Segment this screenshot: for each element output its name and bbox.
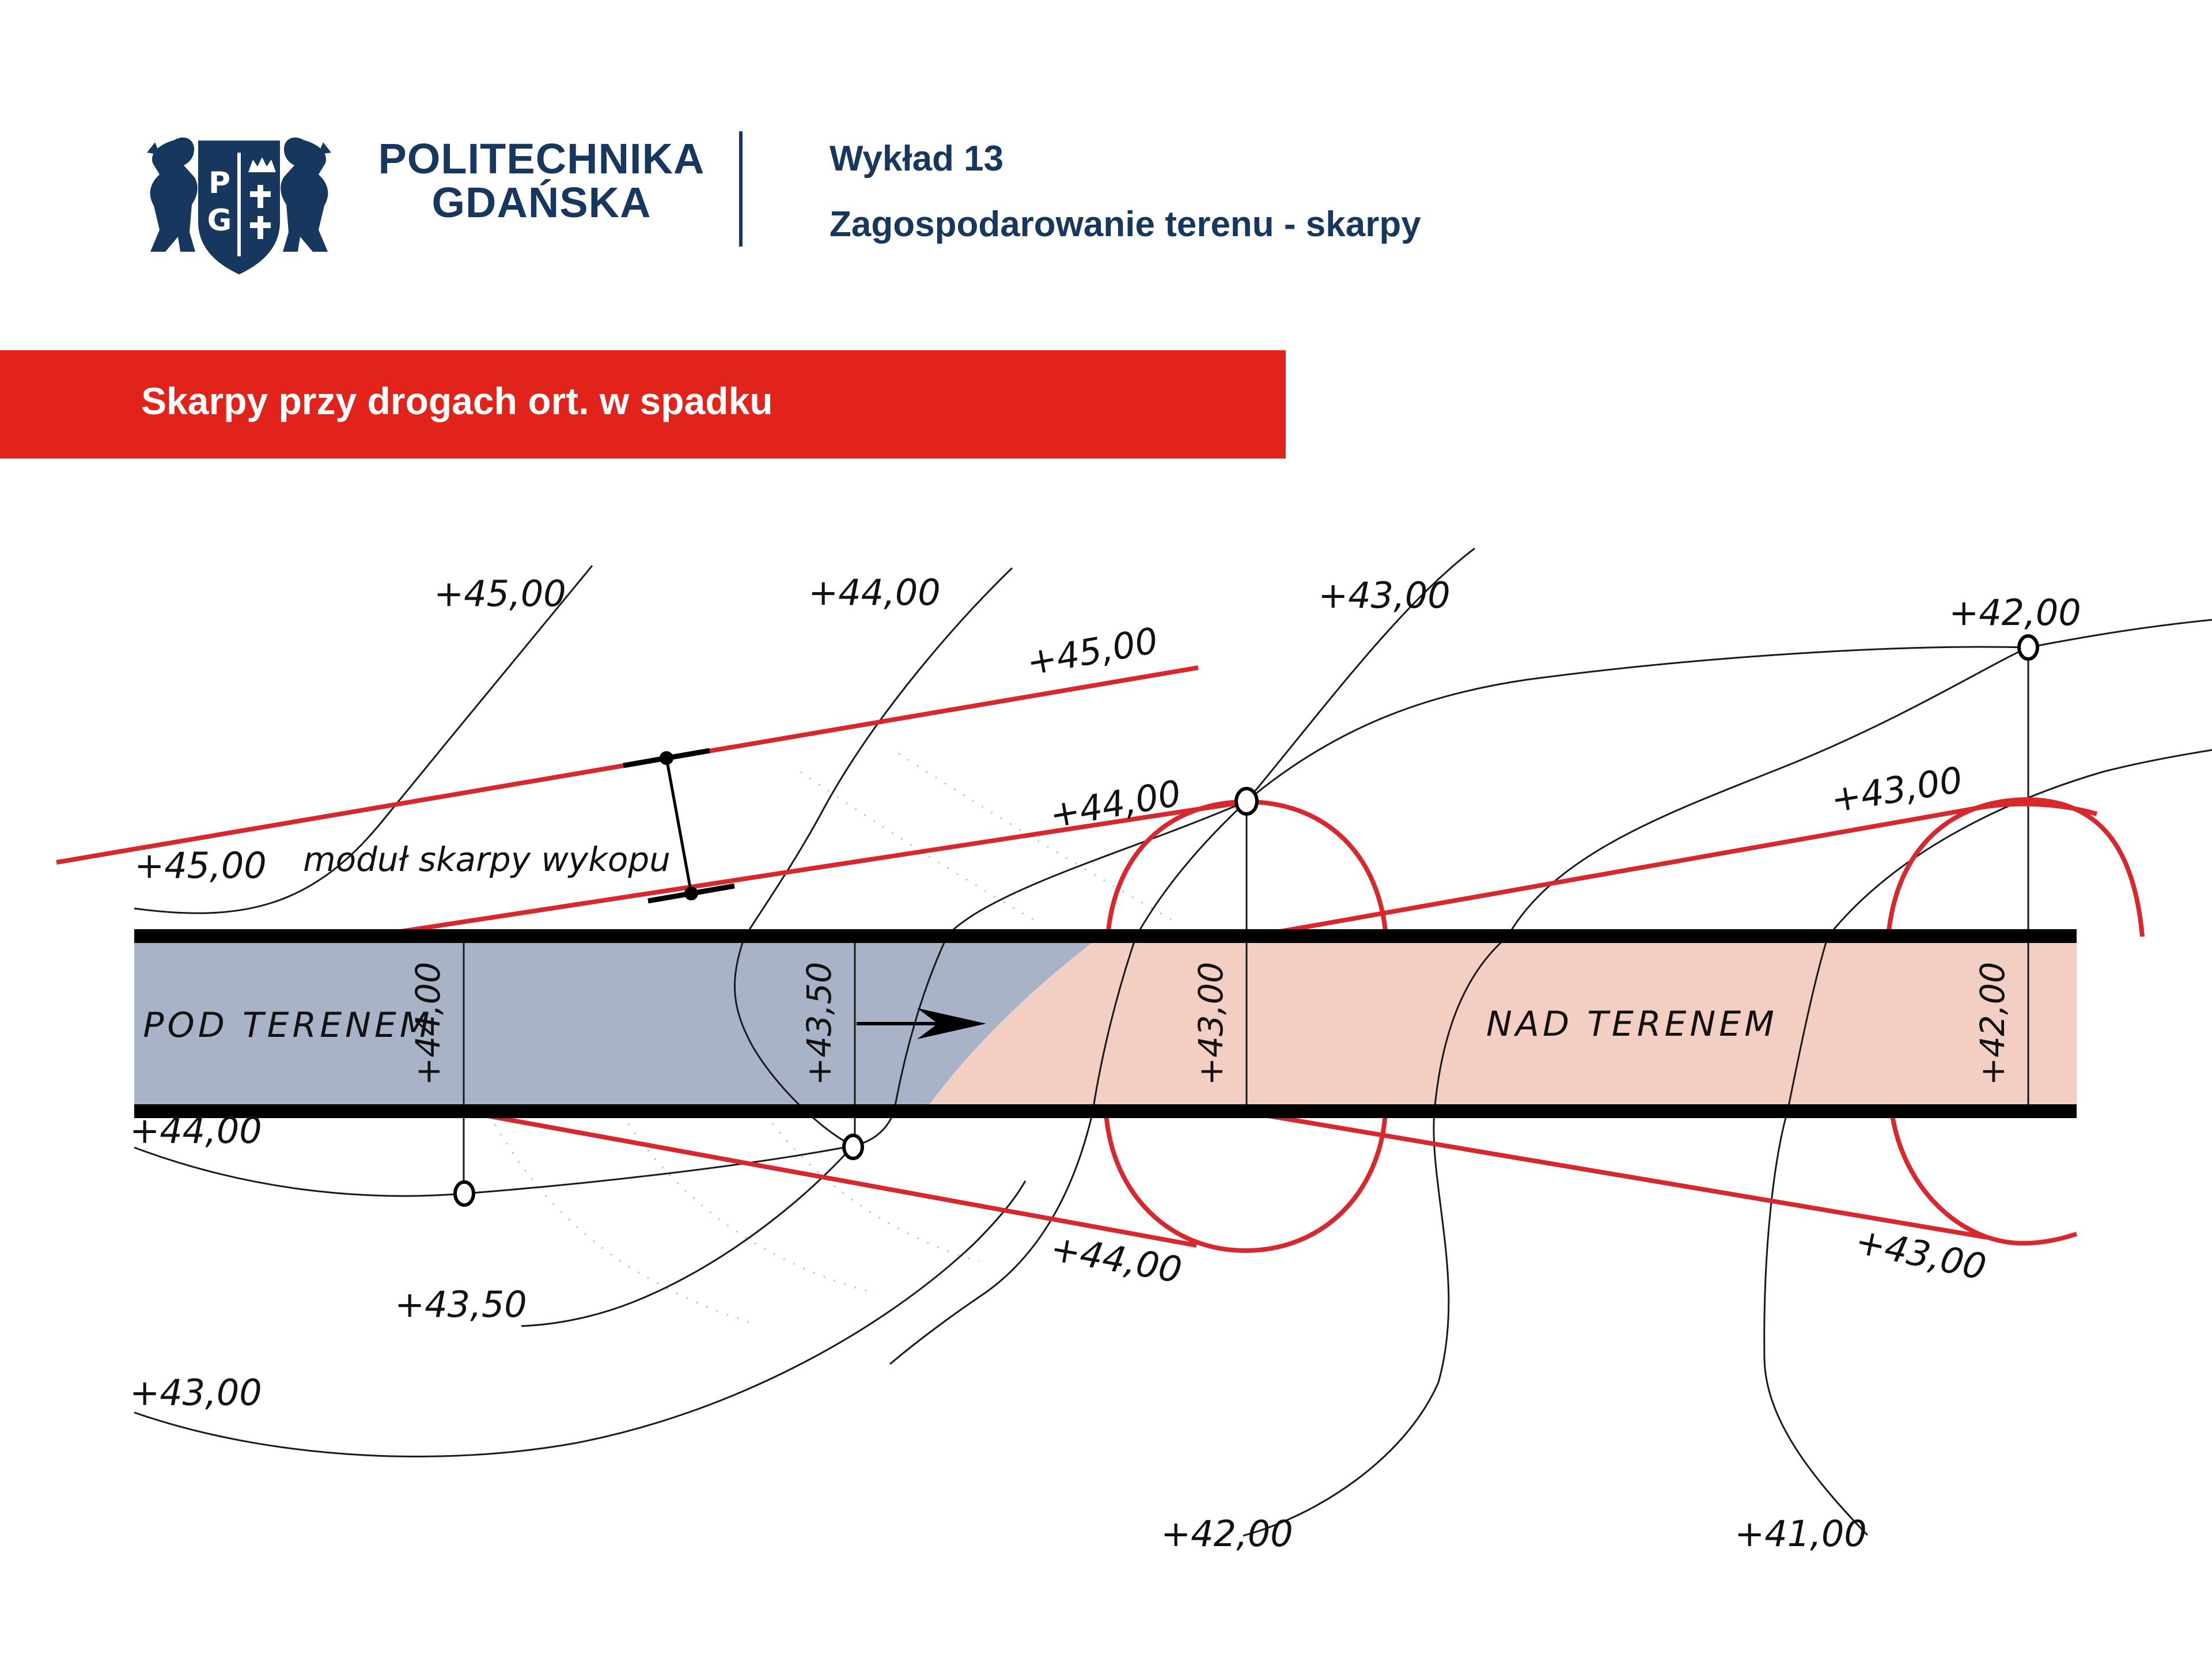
- station-label-44: +44,00: [408, 961, 448, 1086]
- label-below-44-mid: +44,00: [1047, 1226, 1185, 1291]
- label-bottom-41: +41,00: [1734, 1513, 1867, 1555]
- label-redline-43: +43,00: [1828, 758, 1965, 821]
- label-below-43-left: +43,00: [130, 1372, 262, 1414]
- brand-line-1: POLITECHNIKA: [378, 135, 705, 183]
- label-below-43-right: +43,00: [1851, 1219, 1990, 1289]
- station-label-43: +43,00: [1191, 961, 1230, 1086]
- contour-44-ground-left: [134, 1146, 853, 1196]
- contour-41-ground: [1764, 750, 2212, 1535]
- label-below-44-left: +44,00: [130, 1109, 262, 1152]
- label-top-43: +43,00: [1318, 574, 1450, 616]
- station-label-42: +42,00: [1973, 961, 2012, 1086]
- dimension-dot-lower: [684, 887, 698, 900]
- red-dome-right-upper: [1888, 800, 2142, 937]
- node-43: [1236, 789, 1257, 814]
- red-dome-left-lower: [1106, 1112, 1385, 1251]
- shield-letter-p: P: [208, 166, 231, 200]
- slide-title: Skarpy przy drogach ort. w spadku: [141, 380, 773, 422]
- node-4350: [844, 1135, 862, 1158]
- shield-letter-g: G: [207, 203, 232, 238]
- lecture-number: Wykład 13: [830, 139, 1004, 179]
- label-top-45: +45,00: [434, 573, 566, 615]
- red-dome-right-lower: [1892, 1111, 2077, 1243]
- label-module-note: moduł skarpy wykopu: [303, 840, 671, 879]
- label-zone-pod-terenem: POD TERENEM: [143, 1005, 433, 1046]
- label-redline-44: +44,00: [1046, 771, 1184, 836]
- node-44: [455, 1182, 474, 1205]
- label-zone-nad-terenem: NAD TERENEM: [1486, 1004, 1778, 1044]
- label-4350: +43,50: [395, 1283, 527, 1325]
- lecture-topic: Zagospodarowanie terenu - skarpy: [830, 204, 1421, 244]
- label-top-42: +42,00: [1949, 592, 2081, 634]
- label-redline-45: +45,00: [1023, 619, 1161, 684]
- label-bottom-42: +42,00: [1161, 1513, 1293, 1555]
- brand-line-2: GDAŃSKA: [431, 179, 652, 226]
- station-label-4350: +43,50: [800, 961, 839, 1086]
- dimension-dot-upper: [660, 751, 673, 765]
- node-42: [2019, 636, 2037, 659]
- red-line-43-lower: [1248, 1112, 1987, 1237]
- label-left-45: +45,00: [134, 844, 267, 887]
- label-top-44: +44,00: [808, 571, 941, 613]
